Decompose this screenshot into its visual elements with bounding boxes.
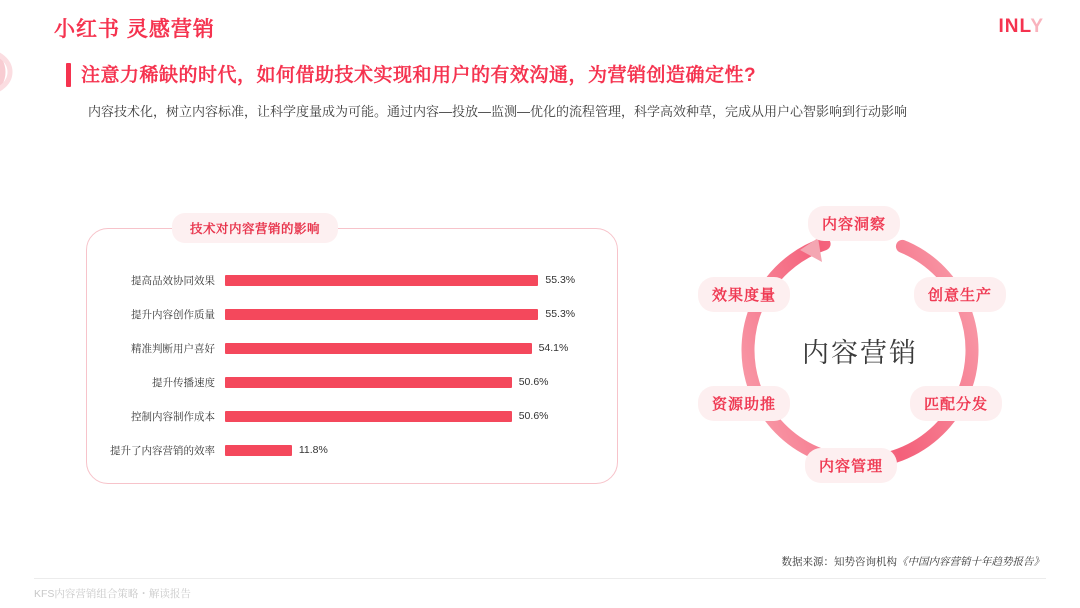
bar-category-label: 提升传播速度 <box>152 376 215 389</box>
inly-logo <box>998 16 1044 38</box>
section-subtitle: 内容技术化，树立内容标准，让科学度量成为可能。通过内容—投放—监测—优化的流程管理，科学高效种草，完成从用户心智影响到行动影响 <box>88 104 908 119</box>
bar-value-label: 50.6% <box>518 376 549 388</box>
cycle-node-effect-measurement[interactable]: 效果度量 <box>698 277 790 312</box>
footer-divider <box>34 578 1046 579</box>
bar-track <box>225 365 617 399</box>
bar-fill <box>225 377 512 388</box>
bar-row <box>87 331 617 365</box>
cycle-diagram <box>660 190 1060 510</box>
bar-track <box>225 331 617 365</box>
cycle-center-label: 内容营销 <box>802 337 918 368</box>
title-label: 注意力稀缺的时代，如何借助技术实现和用户的有效沟通，为营销创造确定性? <box>81 65 757 86</box>
brand-title <box>54 13 215 43</box>
data-source-prefix: 数据来源：知势咨询机构 <box>781 556 897 568</box>
bar-track <box>225 433 617 467</box>
chart-card <box>86 228 618 484</box>
section-title <box>66 60 756 87</box>
bar-row <box>87 433 617 467</box>
brand-main: 小红书 <box>54 18 120 41</box>
bar-fill <box>225 343 532 354</box>
page-header <box>0 0 1080 46</box>
cycle-node-content-insight[interactable]: 内容洞察 <box>808 206 900 241</box>
data-source <box>782 554 1045 569</box>
bar-row <box>87 365 617 399</box>
bar-chart <box>87 263 617 467</box>
bar-fill <box>225 411 512 422</box>
chart-title-badge: 技术对内容营销的影响 <box>172 213 338 243</box>
bar-category-label: 精准判断用户喜好 <box>131 342 215 355</box>
bar-value-label: 11.8% <box>298 444 328 456</box>
decorative-arc <box>0 40 52 104</box>
bar-track <box>225 297 617 331</box>
brand-sub: 灵感营销 <box>126 18 215 41</box>
decorative-arc-svg <box>0 40 52 104</box>
bar-category-label: 提升了内容营销的效率 <box>110 444 215 457</box>
footer-page-label: KFS内容营销组合策略・解读报告 <box>34 588 191 600</box>
bar-fill <box>225 309 538 320</box>
bar-category-label: 提高品效协同效果 <box>131 274 215 287</box>
bar-category-label: 提升内容创作质量 <box>131 308 215 321</box>
logo-accent: Y <box>1030 16 1044 37</box>
title-accent-bar <box>66 63 71 87</box>
bar-value-label: 55.3% <box>545 274 576 286</box>
bar-track <box>225 263 617 297</box>
bar-track <box>225 399 617 433</box>
cycle-node-resource-boost[interactable]: 资源助推 <box>698 386 790 421</box>
logo-text: INL <box>998 16 1031 37</box>
bar-value-label: 55.3% <box>545 308 576 320</box>
bar-value-label: 54.1% <box>538 342 569 354</box>
cycle-node-creative-production[interactable]: 创意生产 <box>914 277 1006 312</box>
cycle-node-content-management[interactable]: 内容管理 <box>805 448 897 483</box>
bar-category-label: 控制内容制作成本 <box>131 410 215 423</box>
bar-row <box>87 399 617 433</box>
bar-fill <box>225 445 292 456</box>
data-source-report: 《中国内容营销十年趋势报告》 <box>897 556 1044 568</box>
cycle-node-match-distribution[interactable]: 匹配分发 <box>910 386 1002 421</box>
bar-fill <box>225 275 538 286</box>
bar-value-label: 50.6% <box>518 410 549 422</box>
bar-row <box>87 263 617 297</box>
bar-row <box>87 297 617 331</box>
